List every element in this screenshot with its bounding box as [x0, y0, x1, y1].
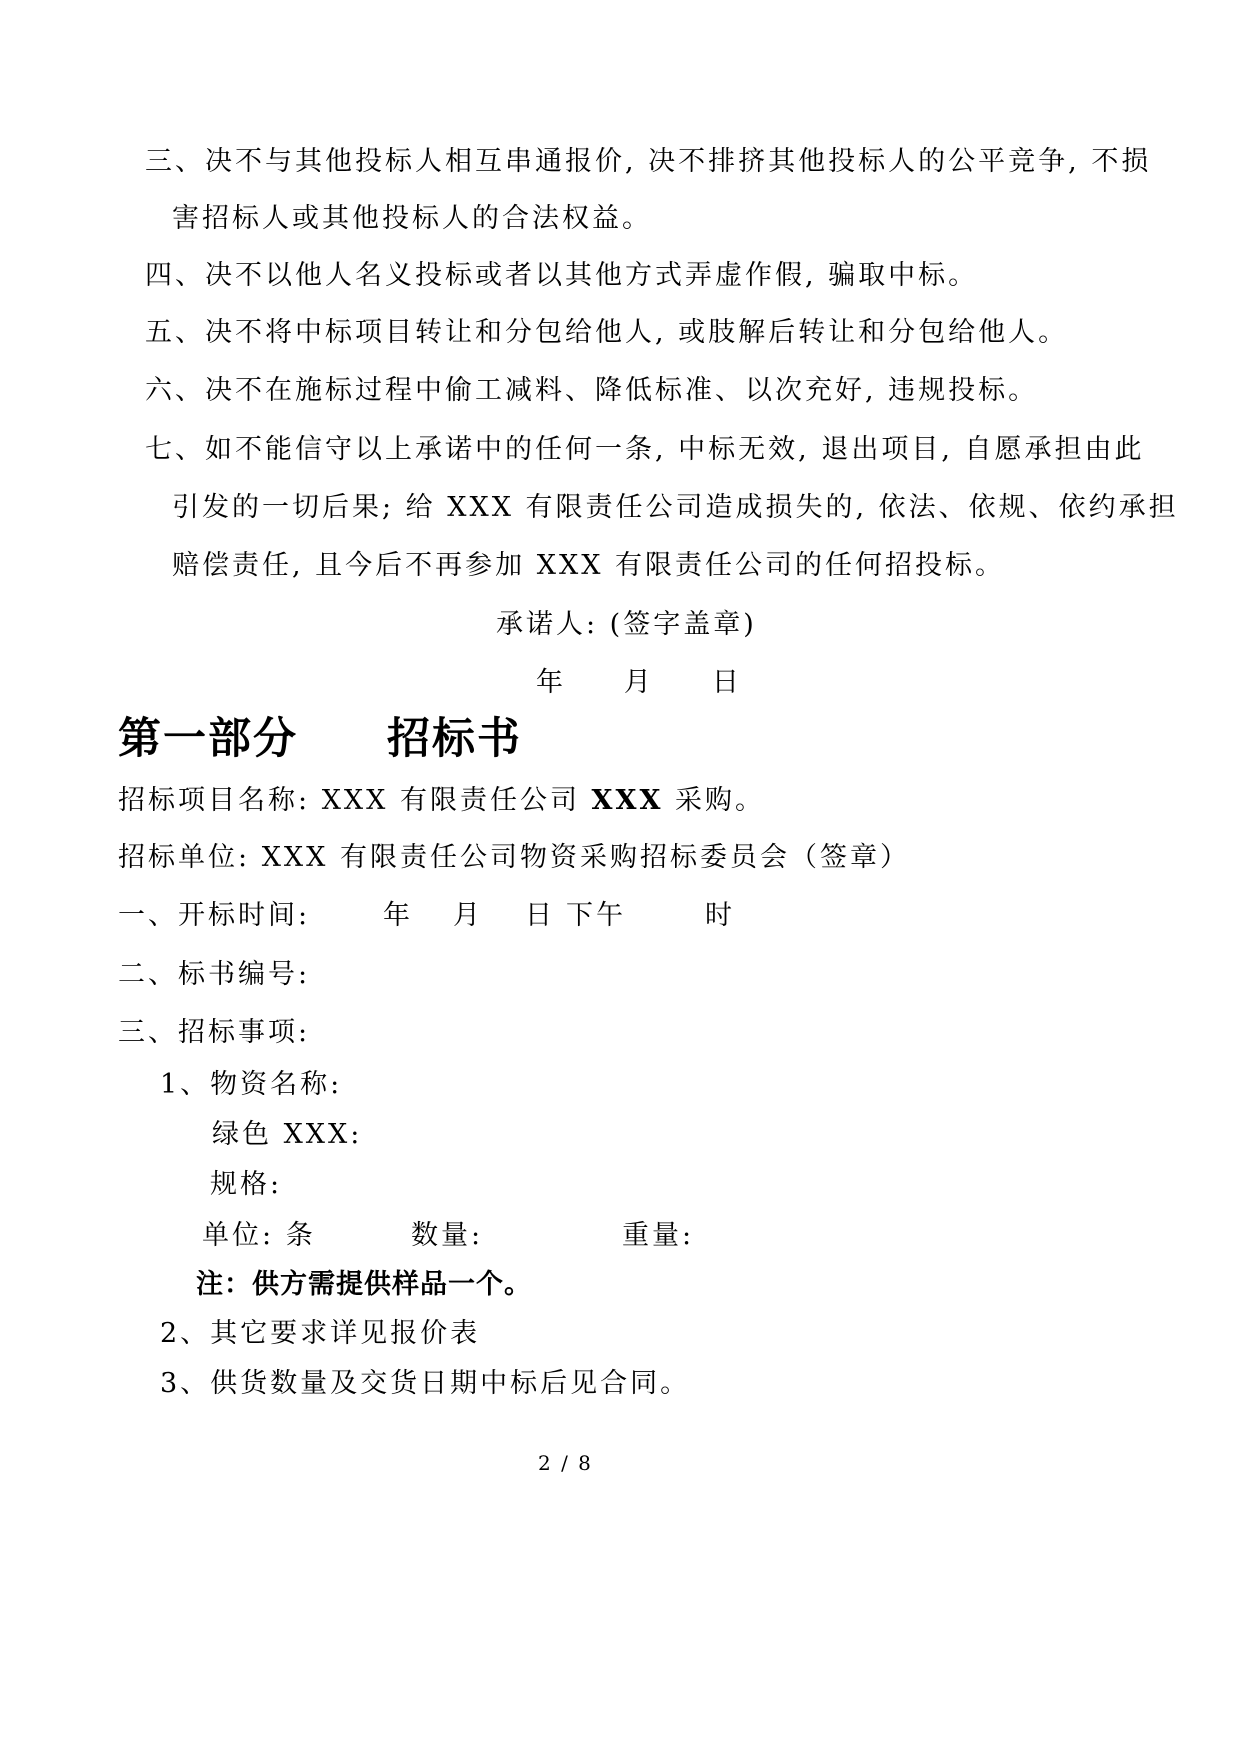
sample-note: 注：供方需提供样品一个。 [196, 1269, 532, 1300]
matters-label: 三、招标事项: [118, 1017, 311, 1048]
section-title [118, 713, 522, 765]
section-part: 第一部分 [118, 714, 298, 764]
tender-unit-line [118, 841, 910, 875]
pledge-5: 五、决不将中标项目转让和分包给他人, 或肢解后转让和分包给他人。 [145, 317, 1069, 348]
pledge-3-line-1: 三、决不与其他投标人相互串通报价, 决不排挤其他投标人的公平竞争, 不损 [145, 146, 1152, 177]
opening-hour: 时 [705, 900, 735, 931]
project-name-value-post: 采购。 [663, 785, 765, 816]
unit-line [202, 1219, 316, 1253]
weight-label: 重量: [622, 1220, 695, 1251]
opening-time-label: 一、开标时间: [118, 900, 311, 931]
quantity-label: 数量: [411, 1220, 484, 1251]
project-name-label: 招标项目名称: [118, 785, 311, 816]
section-name: 招标书 [386, 714, 522, 764]
pledge-3-line-2: 害招标人或其他投标人的合法权益。 [172, 203, 652, 234]
opening-day: 日 [525, 900, 555, 931]
pledge-7-line-2: 引发的一切后果; 给 XXX 有限责任公司造成损失的, 依法、依规、依约承担 [172, 492, 1179, 523]
bid-number-label: 二、标书编号: [118, 959, 311, 990]
tender-unit-value: XXX 有限责任公司物资采购招标委员会（签章） [261, 842, 910, 873]
opening-month: 月 [453, 900, 483, 931]
green-item: 绿色 XXX: [212, 1119, 363, 1150]
opening-afternoon: 下午 [566, 900, 626, 931]
pledge-6: 六、决不在施标过程中偷工减料、降低标准、以次充好, 违规投标。 [145, 375, 1039, 406]
signature-date: 年 月 日 [536, 667, 742, 698]
pledge-7-line-3: 赔偿责任, 且今后不再参加 XXX 有限责任公司的任何招投标。 [172, 550, 1005, 581]
unit-label: 单位: [202, 1220, 275, 1251]
opening-year: 年 [383, 900, 413, 931]
unit-value: 条 [285, 1220, 316, 1251]
signature-label: 承诺人: (签字盖章) [496, 609, 757, 640]
pledge-7-line-1: 七、如不能信守以上承诺中的任何一条, 中标无效, 退出项目, 自愿承担由此 [145, 434, 1145, 465]
project-name-value-pre: XXX 有限责任公司 [321, 785, 592, 816]
item-2-other-requirements: 2、其它要求详见报价表 [160, 1318, 481, 1349]
spec-label: 规格: [210, 1169, 283, 1200]
page-number: 2 / 8 [538, 1451, 593, 1475]
pledge-4: 四、决不以他人名义投标或者以其他方式弄虚作假, 骗取中标。 [145, 260, 979, 291]
project-name-line [118, 784, 765, 818]
tender-unit-label: 招标单位: [118, 842, 251, 873]
item-1-material-name: 1、物资名称: [160, 1069, 343, 1100]
item-3-supply: 3、供货数量及交货日期中标后见合同。 [160, 1368, 691, 1399]
project-name-value-bold: XXX [591, 785, 664, 816]
